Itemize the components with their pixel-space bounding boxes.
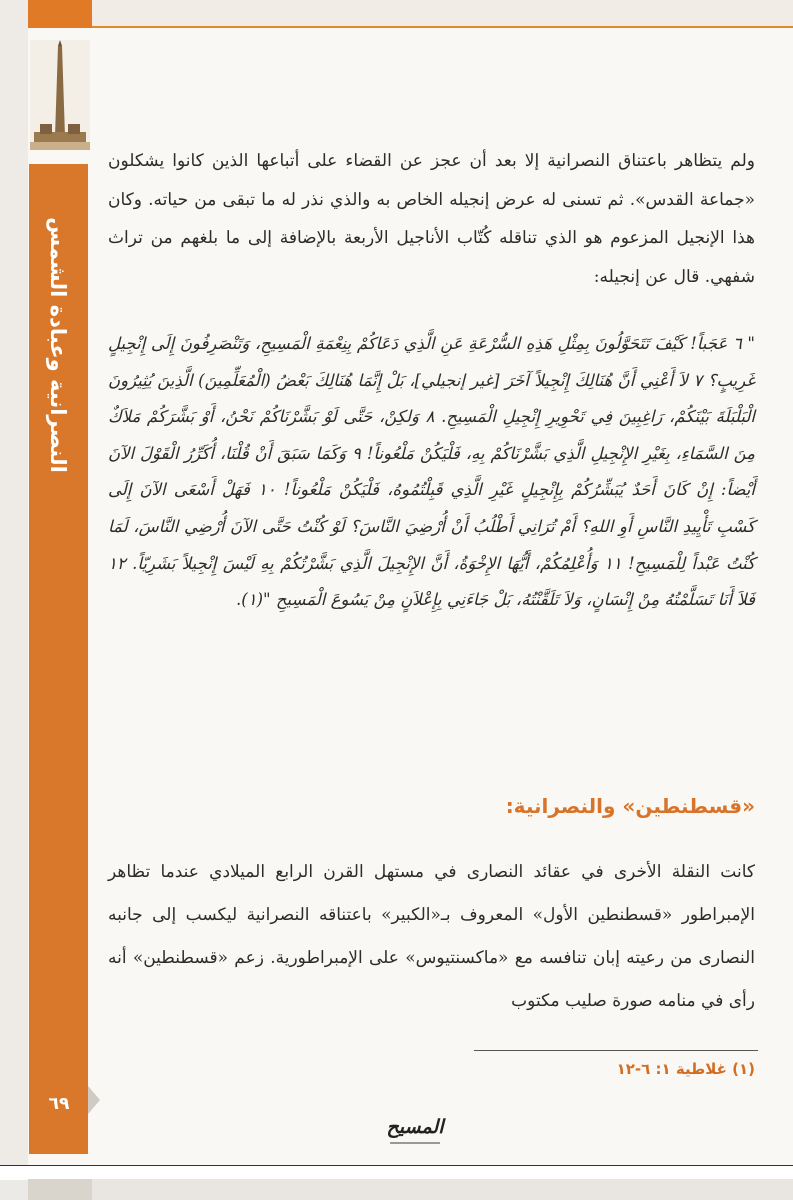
next-page-accent (28, 1179, 92, 1200)
footnote: (١) غلاطية ١: ٦-١٢ (616, 1060, 755, 1078)
left-margin (0, 0, 28, 1165)
side-title (31, 180, 85, 510)
top-band-accent (28, 0, 92, 28)
top-band (28, 0, 793, 28)
obelisk-icon (30, 40, 90, 150)
section-heading: «قسطنطين» والنصرانية: (505, 794, 755, 818)
footnote-divider (474, 1050, 758, 1051)
scripture-quote: " ٦ عَجَباً! كَيْفَ تَتَحَوَّلُونَ بِمِثْلِ هَذِهِ السُّرْعَةِ عَنِ الَّذِي دَعَاكُمْ بِنِعْمَةِ الْمَسِيحِ، وَتَنْصَرِفُونَ إِلَى إِنْجِيلٍ غَرِيبٍ؟ ٧ لاَ أَعْنِي أَنَّ هُنَالِكَ إِنْجِيلاً آخَرَ [غير إنجيلي]، بَلْ إِنَّمَا هُنَالِكَ بَعْضُ (الْمُعَلِّمِينَ) الَّذِينَ يُثِيرُونَ الْبَلْبَلَةَ بَيْنَكُمْ، رَاغِبِينَ فِي تَحْوِيرِ إِنْجِيلِ الْمَسِيحِ. ٨ وَلكِنْ، حَتَّى لَوْ بَشَّرْنَاكُمْ نَحْنُ، أَوْ بَشَّرَكُمْ مَلاَكٌ مِنَ السَّمَاءِ، بِغَيْرِ الإِنْجِيلِ الَّذِي بَشَّرْنَاكُمْ بِهِ، فَلْيَكُنْ مَلْعُوناً! ٩ وَكَمَا سَبَقَ أَنْ قُلْنَا، أُكَرِّرُ الْقَوْلَ الآنَ أَيْضاً: إِنْ كَانَ أَحَدٌ يُبَشِّرُكُمْ بِإِنْجِيلٍ غَيْرِ الَّذِي قَبِلْتُمُوهُ، فَلْيَكُنْ مَلْعُوناً! ١٠ فَهَلْ أَسْعَى الآنَ إِلَى كَسْبِ تَأْيِيدِ النَّاسِ أَوِ اللهِ؟ أَمْ تُرَانِي أَطْلُبُ أَنْ أُرْضِيَ النَّاسَ؟ لَوْ كُنْتُ حَتَّى الآنَ أُرْضِي النَّاسَ، لَمَا كُنْتُ عَبْداً لِلْمَسِيحِ! ١١ وَأُعْلِمُكُمْ، أَيُّهَا الإِخْوَةُ، أَنَّ الإِنْجِيلَ الَّذِي بَشَّرْتُكُمْ بِهِ لَيْسَ إِنْجِيلاً بَشَرِيّاً. ١٢ فَلاَ أَنَا تَسَلَّمْتُهُ مِنْ إِنْسَانٍ، وَلاَ تَلَقَّنْتُهُ، بَلْ جَاءَنِي بِإِعْلاَنٍ مِنْ يَسُوعَ الْمَسِيحِ "(١). (108, 334, 755, 610)
page-tab (88, 1086, 100, 1114)
page-number: ٦٩ (48, 1094, 70, 1114)
side-title-text: النصرانية وعبادة الشمس (46, 217, 71, 473)
paragraph-1: ولم يتظاهر باعتناق النصرانية إلا بعد أن عجز عن القضاء على أتباعها الذين كانوا يشكلون «جماعة القدس». ثم تسنى له عرض إنجيله الخاص به والذي نذر له ما تبقى من حياته. وكان هذا الإنجيل المزعوم هو الذي تناقله كُتّاب الأناجيل الأربعة بالإضافة إلى ما بلغهم من تراث شفهي. قال عن إنجيله: (108, 151, 755, 287)
next-page-preview (28, 1179, 793, 1200)
paragraph-2: كانت النقلة الأخرى في عقائد النصارى في مستهل القرن الرابع الميلادي عندما تظاهر الإمبراطور «قسطنطين الأول» المعروف بـ«الكبير» باعتناقه النصرانية ليكسب إلى جانبه النصارى من رعيته إبان تنافسه مع «ماكسنتيوس» على الإمبراطورية. زعم «قسطنطين» أنه رأى في منامه صورة صليب مكتوب (108, 862, 755, 1011)
watermark-logo: المسيح (386, 1116, 444, 1138)
watermark-underline (390, 1142, 440, 1144)
page-separator (0, 1165, 793, 1180)
